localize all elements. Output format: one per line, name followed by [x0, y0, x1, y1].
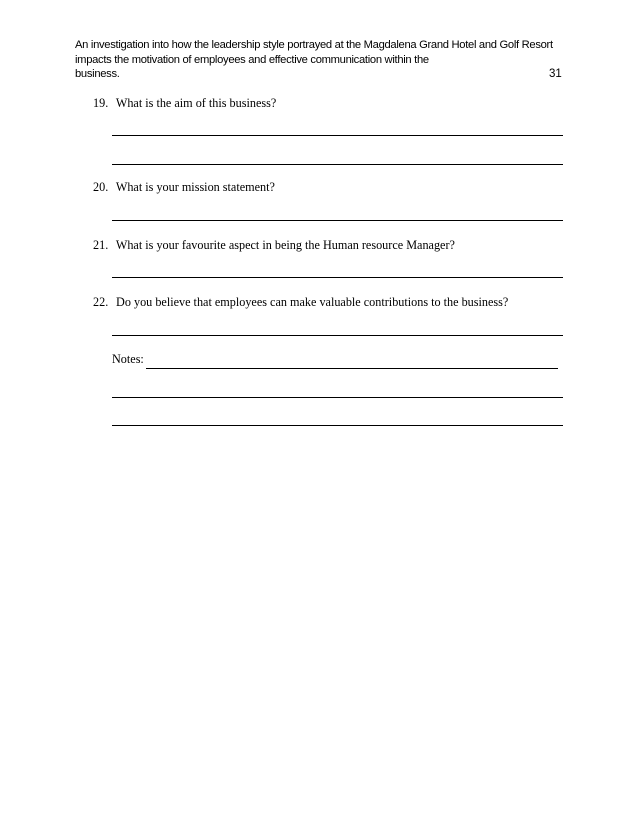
title-line-1: An investigation into how the leadership style portrayed at the Magdalena Grand Hotel and Golf Resort	[75, 39, 553, 51]
title-line-3: business.	[75, 68, 120, 80]
page-number: 31	[549, 68, 562, 80]
notes-answer-line[interactable]	[112, 425, 563, 426]
answer-line[interactable]	[112, 220, 563, 221]
question-text: Do you believe that employees can make valuable contributions to the business?	[116, 295, 509, 309]
question-21	[93, 238, 455, 253]
question-number: 19.	[93, 96, 109, 110]
title-line-2: impacts the motivation of employees and effective communication within the	[75, 53, 429, 66]
question-number: 22.	[93, 295, 109, 309]
notes-answer-line[interactable]	[112, 397, 563, 398]
question-text: What is your mission statement?	[115, 180, 275, 194]
answer-line[interactable]	[112, 164, 563, 165]
question-text: What is your favourite aspect in being the Human resource Manager?	[115, 238, 455, 252]
question-22	[93, 295, 508, 310]
question-19	[93, 96, 276, 111]
notes-label: Notes:	[112, 352, 144, 366]
answer-line[interactable]	[112, 335, 563, 336]
answer-line[interactable]	[112, 277, 563, 278]
notes-line[interactable]	[146, 368, 558, 369]
question-number: 20.	[93, 180, 109, 194]
answer-line[interactable]	[112, 135, 563, 136]
question-text: What is the aim of this business?	[115, 96, 277, 110]
question-number: 21.	[93, 238, 109, 252]
document-title	[75, 38, 565, 82]
question-20	[93, 180, 275, 195]
